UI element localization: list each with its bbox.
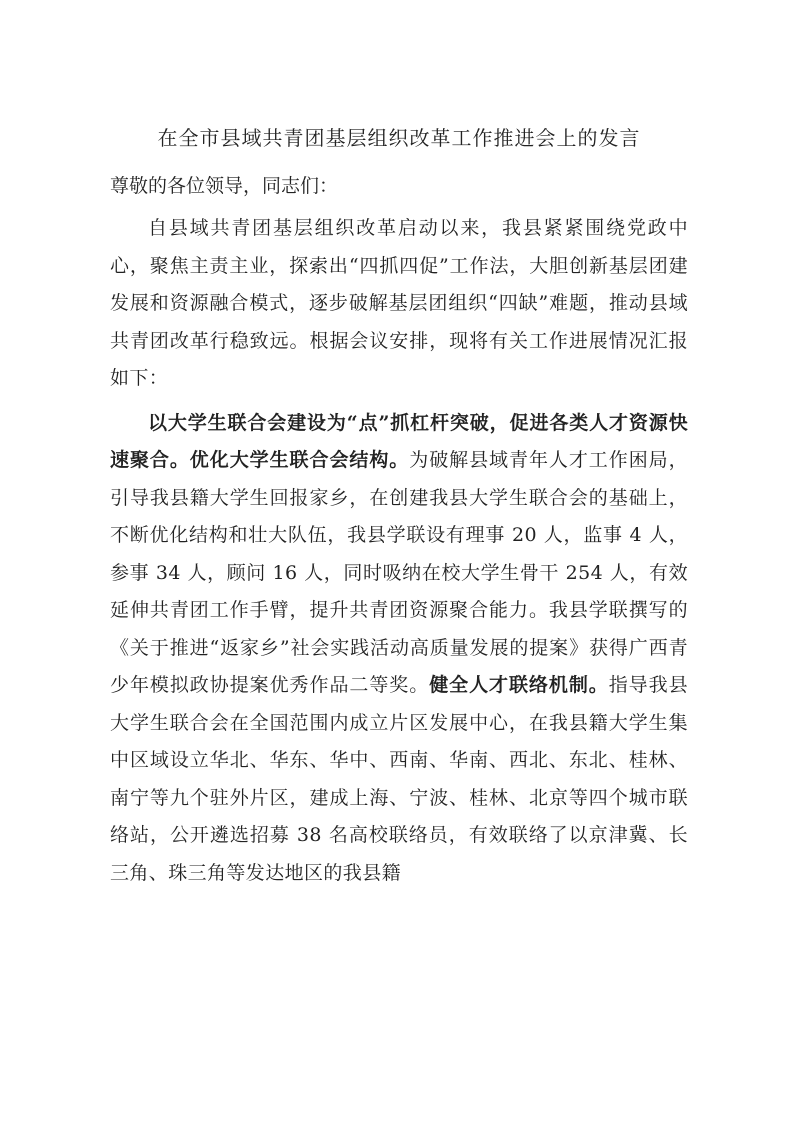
section1-sub1-heading: 优化大学生联合会结构。	[189, 449, 410, 471]
section1-sub2-text: 指导我县大学生联合会在全国范围内成立片区发展中心，在我县籍大学生集中区域设立华北、华东、华中、西南、华南、西北、东北、桂林、南宁等九个驻外片区，建成上海、宁波、桂林、北京等四个城市联络站，公开遴选招募 38 名高校联络员，有效联络了以京津冀、长三角、珠三角等发达地区的我县籍	[110, 674, 688, 884]
section1-sub1-text: 为破解县域青年人才工作困局，引导我县籍大学生回报家乡，在创建我县大学生联合会的基础上，不断优化结构和壮大队伍，我县学联设有理事 20 人，监事 4 人，参事 34 人，顾问 16 人，同时吸纳在校大学生骨干 254 人，有效延伸共青团工作手臂，提升共青团资源聚合能力。我县学联撰写的《关于推进“返家乡”社会实践活动高质量发展的提案》获得广西青少年模拟政协提案优秀作品二等奖。	[110, 449, 688, 696]
section1-sub2-heading: 健全人才联络机制。	[429, 674, 609, 696]
intro-paragraph: 自县域共青团基层组织改革启动以来，我县紧紧围绕党政中心，聚焦主责主业，探索出“四抓四促”工作法，大胆创新基层团建发展和资源融合模式，逐步破解基层团组织“四缺”难题，推动县域共青团改革行稳致远。根据会议安排，现将有关工作进展情况汇报如下：	[110, 217, 688, 389]
document-page	[110, 118, 688, 899]
section1-paragraph	[110, 405, 688, 893]
section1-heading: 以大学生联合会建设为“点”抓杠杆突破，促进各类人才资源快速聚合。	[110, 411, 688, 471]
salutation: 尊敬的各位领导，同志们：	[110, 175, 339, 197]
document-title: 在全市县域共青团基层组织改革工作推进会上的发言	[157, 126, 641, 150]
